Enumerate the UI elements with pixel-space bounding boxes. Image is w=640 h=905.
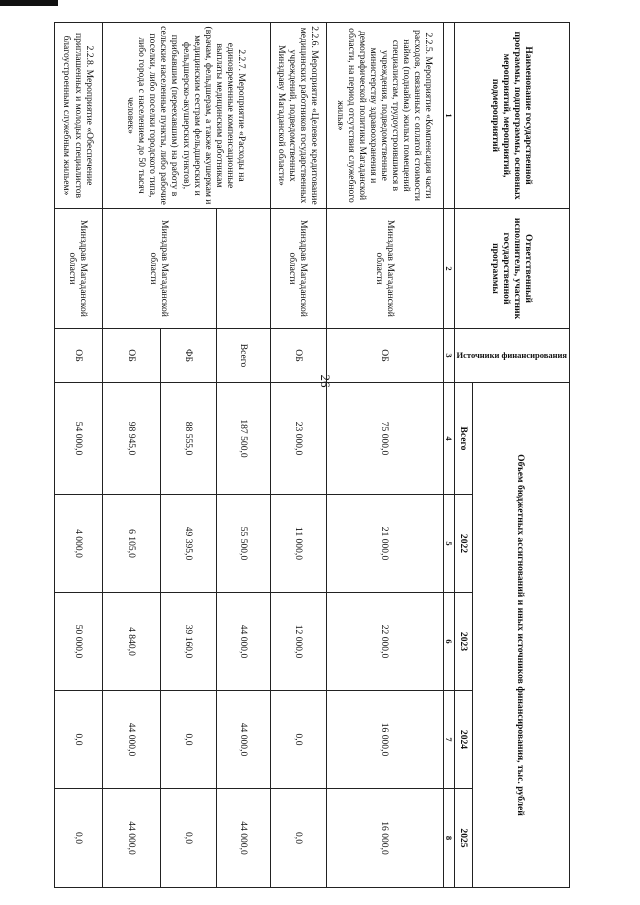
value-total: 88 555,0 bbox=[160, 383, 216, 495]
financing-table bbox=[54, 22, 570, 888]
value-2024: 44 000,0 bbox=[102, 691, 160, 789]
header-year-2025: 2025 bbox=[454, 789, 472, 888]
value-2023: 22 000,0 bbox=[326, 593, 443, 691]
row-source: ФБ bbox=[160, 329, 216, 383]
value-2025: 44 000,0 bbox=[102, 789, 160, 888]
col-index: 5 bbox=[443, 495, 454, 593]
row-name: 2.2.7. Мероприятие «Расходы на единовременные компенсационные выплаты медицинским работникам (врачам, фельдшерам, а также акушеркам и медицинским сестрам фельдшерских и фельдшерско-акушерских пунктов), прибывшим (переехавшим) на работу в сельские населенные пункты, либо рабочие поселки, либо поселки городского типа, либо города с населением до 50 тысяч человек» bbox=[102, 23, 270, 209]
header-total: Всего bbox=[454, 383, 472, 495]
value-2022: 11 000,0 bbox=[270, 495, 326, 593]
row-source: ОБ bbox=[326, 329, 443, 383]
value-2025: 44 000,0 bbox=[216, 789, 270, 888]
row-executor-empty bbox=[216, 209, 270, 329]
header-amount: Объем бюджетных ассигнований и иных источников финансирования, тыс. рублей bbox=[472, 383, 569, 888]
row-executor: Минздрав Магаданской области bbox=[54, 209, 102, 329]
row-source: Всего bbox=[216, 329, 270, 383]
row-name: 2.2.6. Мероприятие «Целевое кредитование медицинских работников государственных учреждений, подведомственных Минздраву Магаданской области» bbox=[270, 23, 326, 209]
row-executor: Минздрав Магаданской области bbox=[102, 209, 216, 329]
table-row bbox=[54, 23, 102, 888]
value-2022: 21 000,0 bbox=[326, 495, 443, 593]
value-2023: 4 840,0 bbox=[102, 593, 160, 691]
value-2023: 50 000,0 bbox=[54, 593, 102, 691]
table-row bbox=[216, 23, 270, 888]
col-index: 2 bbox=[443, 209, 454, 329]
value-total: 75 000,0 bbox=[326, 383, 443, 495]
value-total: 54 000,0 bbox=[54, 383, 102, 495]
value-2025: 0,0 bbox=[270, 789, 326, 888]
column-index-row bbox=[443, 23, 454, 888]
value-2024: 0,0 bbox=[54, 691, 102, 789]
value-total: 98 945,0 bbox=[102, 383, 160, 495]
scan-edge-mark bbox=[0, 0, 58, 6]
value-2025: 0,0 bbox=[160, 789, 216, 888]
value-2024: 16 000,0 bbox=[326, 691, 443, 789]
value-2022: 55 500,0 bbox=[216, 495, 270, 593]
rotated-table-wrapper bbox=[61, 22, 570, 887]
value-2025: 16 000,0 bbox=[326, 789, 443, 888]
row-executor: Минздрав Магаданской области bbox=[270, 209, 326, 329]
row-name: 2.2.5. Мероприятие «Компенсация части расходов, связанных с оплатой стоимости найма (поднайма) жилых помещений специалистам, трудоустроившимся в учреждения, подведомственные министерству здравоохранения и демографической политики Магаданской области, на период отсутствия служебного жилья» bbox=[326, 23, 443, 209]
table-row bbox=[326, 23, 443, 888]
page-number: 26 bbox=[318, 374, 333, 388]
col-index: 7 bbox=[443, 691, 454, 789]
row-source: ОБ bbox=[270, 329, 326, 383]
header-year-2022: 2022 bbox=[454, 495, 472, 593]
row-name: 2.2.8. Мероприятие «Обеспечение приглашенных и молодых специалистов благоустроенным служебным жильем» bbox=[54, 23, 102, 209]
row-executor: Минздрав Магаданской области bbox=[326, 209, 443, 329]
value-2024: 44 000,0 bbox=[216, 691, 270, 789]
value-2025: 0,0 bbox=[54, 789, 102, 888]
value-2024: 0,0 bbox=[160, 691, 216, 789]
header-executor: Ответственный исполнитель, участник государственной программы bbox=[454, 209, 569, 329]
col-index: 6 bbox=[443, 593, 454, 691]
header-year-2024: 2024 bbox=[454, 691, 472, 789]
header-source: Источники финансирования bbox=[456, 349, 567, 360]
col-index: 8 bbox=[443, 789, 454, 888]
col-index: 1 bbox=[443, 23, 454, 209]
value-2022: 4 000,0 bbox=[54, 495, 102, 593]
value-2022: 6 105,0 bbox=[102, 495, 160, 593]
header-source-cell bbox=[454, 329, 569, 383]
value-2022: 49 395,0 bbox=[160, 495, 216, 593]
row-source: ОБ bbox=[54, 329, 102, 383]
header-year-2023: 2023 bbox=[454, 593, 472, 691]
col-index: 4 bbox=[443, 383, 454, 495]
col-index: 3 bbox=[443, 329, 454, 383]
value-2024: 0,0 bbox=[270, 691, 326, 789]
table-row bbox=[270, 23, 326, 888]
value-total: 23 000,0 bbox=[270, 383, 326, 495]
value-2023: 12 000,0 bbox=[270, 593, 326, 691]
value-2023: 39 160,0 bbox=[160, 593, 216, 691]
value-total: 187 500,0 bbox=[216, 383, 270, 495]
header-name: Наименование государственной программы, подпрограммы, основных мероприятий, мероприятий, подмероприятий bbox=[454, 23, 569, 209]
value-2023: 44 000,0 bbox=[216, 593, 270, 691]
row-source: ОБ bbox=[102, 329, 160, 383]
